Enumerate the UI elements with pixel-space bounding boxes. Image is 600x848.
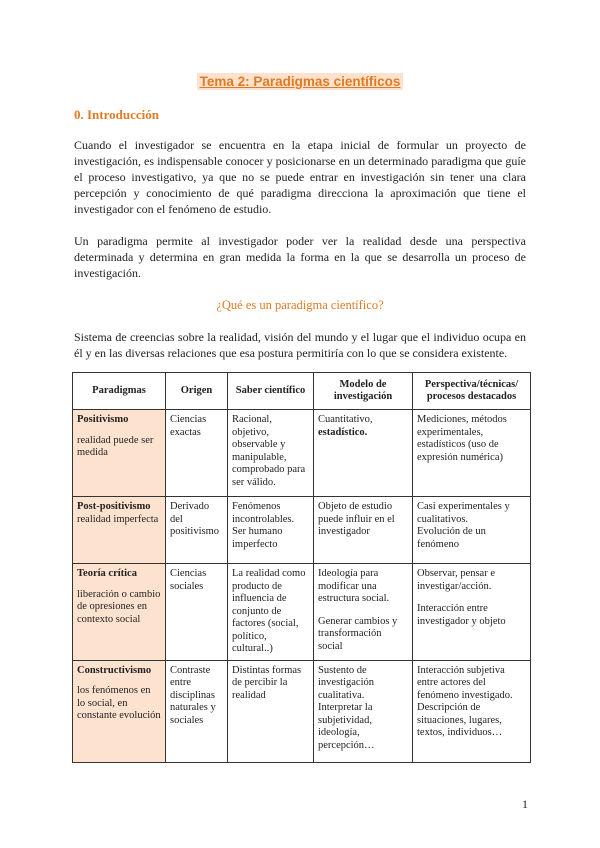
- modelo-text: Cuantitativo,: [318, 414, 373, 425]
- header-perspectiva: Perspectiva/técnicas/ procesos destacados: [413, 373, 531, 410]
- perspectiva-text: Interacción entre investigador y objeto: [417, 603, 506, 627]
- table-row: [73, 497, 531, 564]
- perspectiva-text: Casi experimentales y cualitativos.: [417, 501, 510, 525]
- origin-cell: Contraste entre disciplinas naturales y sociales: [166, 660, 228, 762]
- paradigm-cell: [73, 410, 166, 497]
- header-saber-cientifico: Saber científico: [228, 373, 314, 410]
- paradigms-table: [72, 372, 531, 763]
- header-modelo: Modelo de investigación: [314, 373, 413, 410]
- modelo-cell: Objeto de estudio puede influir en el investigador: [314, 497, 413, 564]
- perspectiva-text: Evolución de un fenómeno: [417, 526, 486, 550]
- modelo-text: Generar cambios y transformación social: [318, 615, 398, 652]
- table-row: [73, 660, 531, 762]
- saber-cell: La realidad como producto de influencia de conjunto de factores (social, político, cultural..): [228, 564, 314, 661]
- definition-paragraph: Sistema de creencias sobre la realidad, visión del mundo y el lugar que el individuo ocupa en él y en las diversas relaciones que esa postura permitiría con lo que se considera existente.: [74, 330, 526, 360]
- section-heading: 0. Introducción: [74, 107, 159, 122]
- table-header-row: [73, 373, 531, 410]
- table-row: [73, 410, 531, 497]
- paradigm-cell: [73, 564, 166, 661]
- intro-paragraph-1: Cuando el investigador se encuentra en la etapa inicial de formular un proyecto de investigación, es indispensable conocer y posicionarse en un determinado paradigma que guíe el proceso investigativo, ya que no se puede entrar en investigación sin tener una clara percepción y conocimiento de qué paradigma direcciona la aproximación que tiene el investigador con el fenómeno de estudio.: [74, 138, 526, 216]
- modelo-cell: [314, 564, 413, 661]
- modelo-bold-text: estadístico.: [318, 426, 368, 438]
- modelo-cell: [314, 410, 413, 497]
- paradigm-name: Positivismo: [77, 414, 129, 425]
- paradigm-description: realidad imperfecta: [77, 513, 159, 525]
- origin-cell: Ciencias exactas: [166, 410, 228, 497]
- paradigm-description: realidad puede ser medida: [77, 434, 154, 458]
- perspectiva-cell: Interacción subjetiva entre actores del fenómeno investigado. Descripción de situaciones, lugares, textos, individuos…: [413, 660, 531, 762]
- perspectiva-cell: [413, 564, 531, 661]
- paradigm-cell: [73, 497, 166, 564]
- perspectiva-cell: [413, 497, 531, 564]
- document-title: Tema 2: Paradigmas científicos: [197, 73, 404, 90]
- paradigm-cell: [73, 660, 166, 762]
- saber-cell: Fenómenos incontrolables. Ser humano imperfecto: [228, 497, 314, 564]
- paradigm-name: Constructivismo: [77, 664, 152, 676]
- intro-paragraph-2: Un paradigma permite al investigador poder ver la realidad desde una perspectiva determinada y determina en gran medida la forma en la que se desarrolla un proceso de investigación.: [74, 234, 526, 280]
- paradigm-name: Post-positivismo: [77, 501, 151, 512]
- title-container: [0, 73, 600, 91]
- saber-cell: Distintas formas de percibir la realidad: [228, 660, 314, 762]
- perspectiva-cell: Mediciones, métodos experimentales, estadísticos (uso de expresión numérica): [413, 410, 531, 497]
- saber-cell: Racional, objetivo, observable y manipulable, comprobado para ser válido.: [228, 410, 314, 497]
- perspectiva-text: Observar, pensar e investigar/acción.: [417, 568, 496, 592]
- origin-cell: Ciencias sociales: [166, 564, 228, 661]
- question-heading: ¿Qué es un paradigma científico?: [216, 298, 384, 312]
- page-number: 1: [522, 797, 528, 811]
- origin-cell: Derivado del positivismo: [166, 497, 228, 564]
- table-row: [73, 564, 531, 661]
- modelo-cell: Sustento de investigación cualitativa. Interpretar la subjetividad, ideología, percepción…: [314, 660, 413, 762]
- paradigm-name: Teoría crítica: [77, 568, 137, 579]
- header-paradigmas: Paradigmas: [73, 373, 166, 410]
- modelo-text: Ideología para modificar una estructura social.: [318, 568, 390, 604]
- header-origen: Origen: [166, 373, 228, 410]
- paradigm-description: liberación o cambio de opresiones en contexto social: [77, 588, 161, 625]
- paradigm-description: los fenómenos en lo social, en constante evolución: [77, 685, 161, 721]
